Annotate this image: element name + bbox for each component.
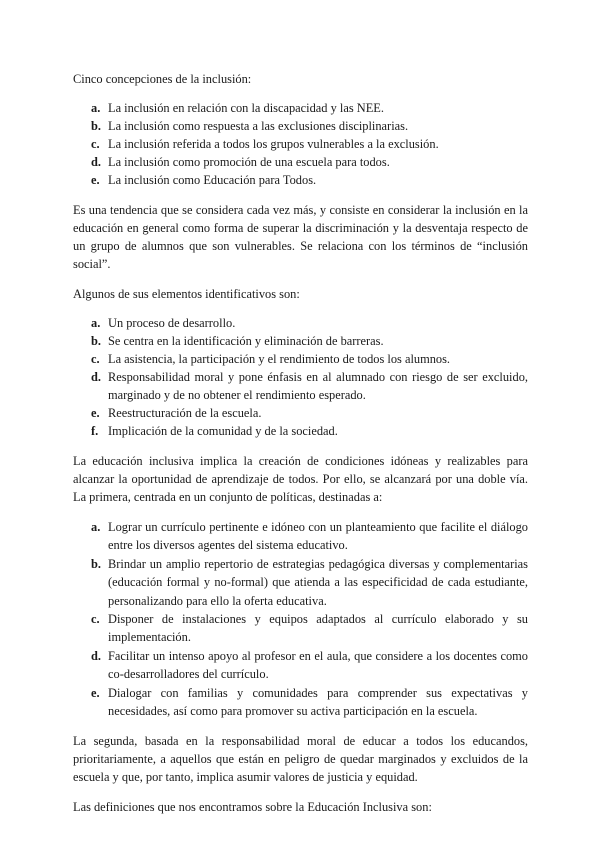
list-marker: b. [91, 119, 101, 133]
list-item-text: Brindar un amplio repertorio de estrategias pedagógica diversas y complementarias (educación formal y no-formal) que atienda a las especificidad de cada estudiante, personalizando para ello la oferta educativa. [108, 556, 528, 608]
policies-list [73, 518, 528, 720]
list-item [91, 99, 528, 117]
list-marker: c. [91, 137, 100, 151]
list-item [91, 368, 528, 404]
list-item [91, 684, 528, 721]
list-item-text: La inclusión en relación con la discapacidad y las NEE. [108, 101, 384, 115]
list-marker: d. [91, 648, 101, 663]
list-item [91, 610, 528, 647]
elements-heading: Algunos de sus elementos identificativos son: [73, 287, 300, 301]
list-marker: e. [91, 406, 100, 420]
list-item-text: Facilitar un intenso apoyo al profesor en el aula, que considere a los docentes como co-desarrolladores del currículo. [108, 648, 528, 682]
list-marker: d. [91, 155, 101, 169]
list-marker: e. [91, 685, 100, 700]
list-marker: c. [91, 612, 100, 627]
list-marker: e. [91, 173, 100, 187]
list-item-text: Un proceso de desarrollo. [108, 316, 236, 330]
list-item [91, 350, 528, 368]
list-item [91, 153, 528, 171]
list-item-text: La asistencia, la participación y el rendimiento de todos los alumnos. [108, 352, 451, 366]
list-item-text: La inclusión como promoción de una escuela para todos. [108, 155, 390, 169]
paragraph-inclusion-trend: Es una tendencia que se considera cada vez más, y consiste en considerar la inclusión en la educación en general como forma de superar la discriminación y la desventaja respecto de un grupo de alumnos que son vulnerables. Se relaciona con los términos de “inclusión social”. [73, 203, 528, 271]
list-item-text: Reestructuración de la escuela. [108, 406, 262, 420]
list-item-text: La inclusión como respuesta a las exclusiones disciplinarias. [108, 119, 409, 133]
list-item [91, 171, 528, 189]
list-item [91, 518, 528, 555]
paragraph-second-path: La segunda, basada en la responsabilidad moral de educar a todos los educandos, prioritariamente, a aquellos que están en peligro de quedar marginados y excluidos de la escuela y que, por tanto, implica asumir valores de justicia y equidad. [73, 734, 528, 785]
list-item [91, 314, 528, 332]
list-item-text: Dialogar con familias y comunidades para comprender sus expectativas y necesidades, así como para promover su activa participación en la escuela. [108, 685, 528, 719]
list-item [91, 135, 528, 153]
elements-list [73, 314, 528, 440]
list-item-text: Responsabilidad moral y pone énfasis en al alumnado con riesgo de ser excluido, marginado y de no obtener el rendimiento esperado. [108, 370, 528, 402]
list-marker: f. [91, 424, 99, 438]
list-marker: b. [91, 556, 101, 571]
list-item [91, 555, 528, 610]
list-item-text: La inclusión referida a todos los grupos vulnerables a la exclusión. [108, 137, 439, 151]
list-item-text: Disponer de instalaciones y equipos adaptados al currículo elaborado y su implementación. [108, 612, 528, 645]
list-item [91, 117, 528, 135]
closing-line: Las definiciones que nos encontramos sobre la Educación Inclusiva son: [73, 800, 432, 815]
list-marker: a. [91, 101, 101, 115]
list-marker: a. [91, 520, 101, 534]
list-marker: a. [91, 316, 101, 330]
intro-heading: Cinco concepciones de la inclusión: [73, 72, 252, 86]
conceptions-list [73, 99, 528, 189]
list-marker: b. [91, 334, 101, 348]
list-item-text: La inclusión como Educación para Todos. [108, 173, 317, 187]
list-item [91, 647, 528, 684]
list-marker: d. [91, 370, 101, 384]
list-item [91, 332, 528, 350]
list-item [91, 422, 528, 440]
list-item-text: Lograr un currículo pertinente e idóneo con un planteamiento que facilite el diálogo entre los diversos agentes del sistema educativo. [108, 520, 528, 553]
list-item-text: Implicación de la comunidad y de la sociedad. [108, 424, 338, 438]
paragraph-inclusive-education: La educación inclusiva implica la creación de condiciones idóneas y realizables para alcanzar la oportunidad de aprendizaje de todos. Por ello, se alcanzará por una doble vía. La primera, centrada en un conjunto de políticas, destinadas a: [73, 454, 528, 504]
list-item [91, 404, 528, 422]
list-item-text: Se centra en la identificación y eliminación de barreras. [108, 334, 384, 348]
list-marker: c. [91, 352, 100, 366]
